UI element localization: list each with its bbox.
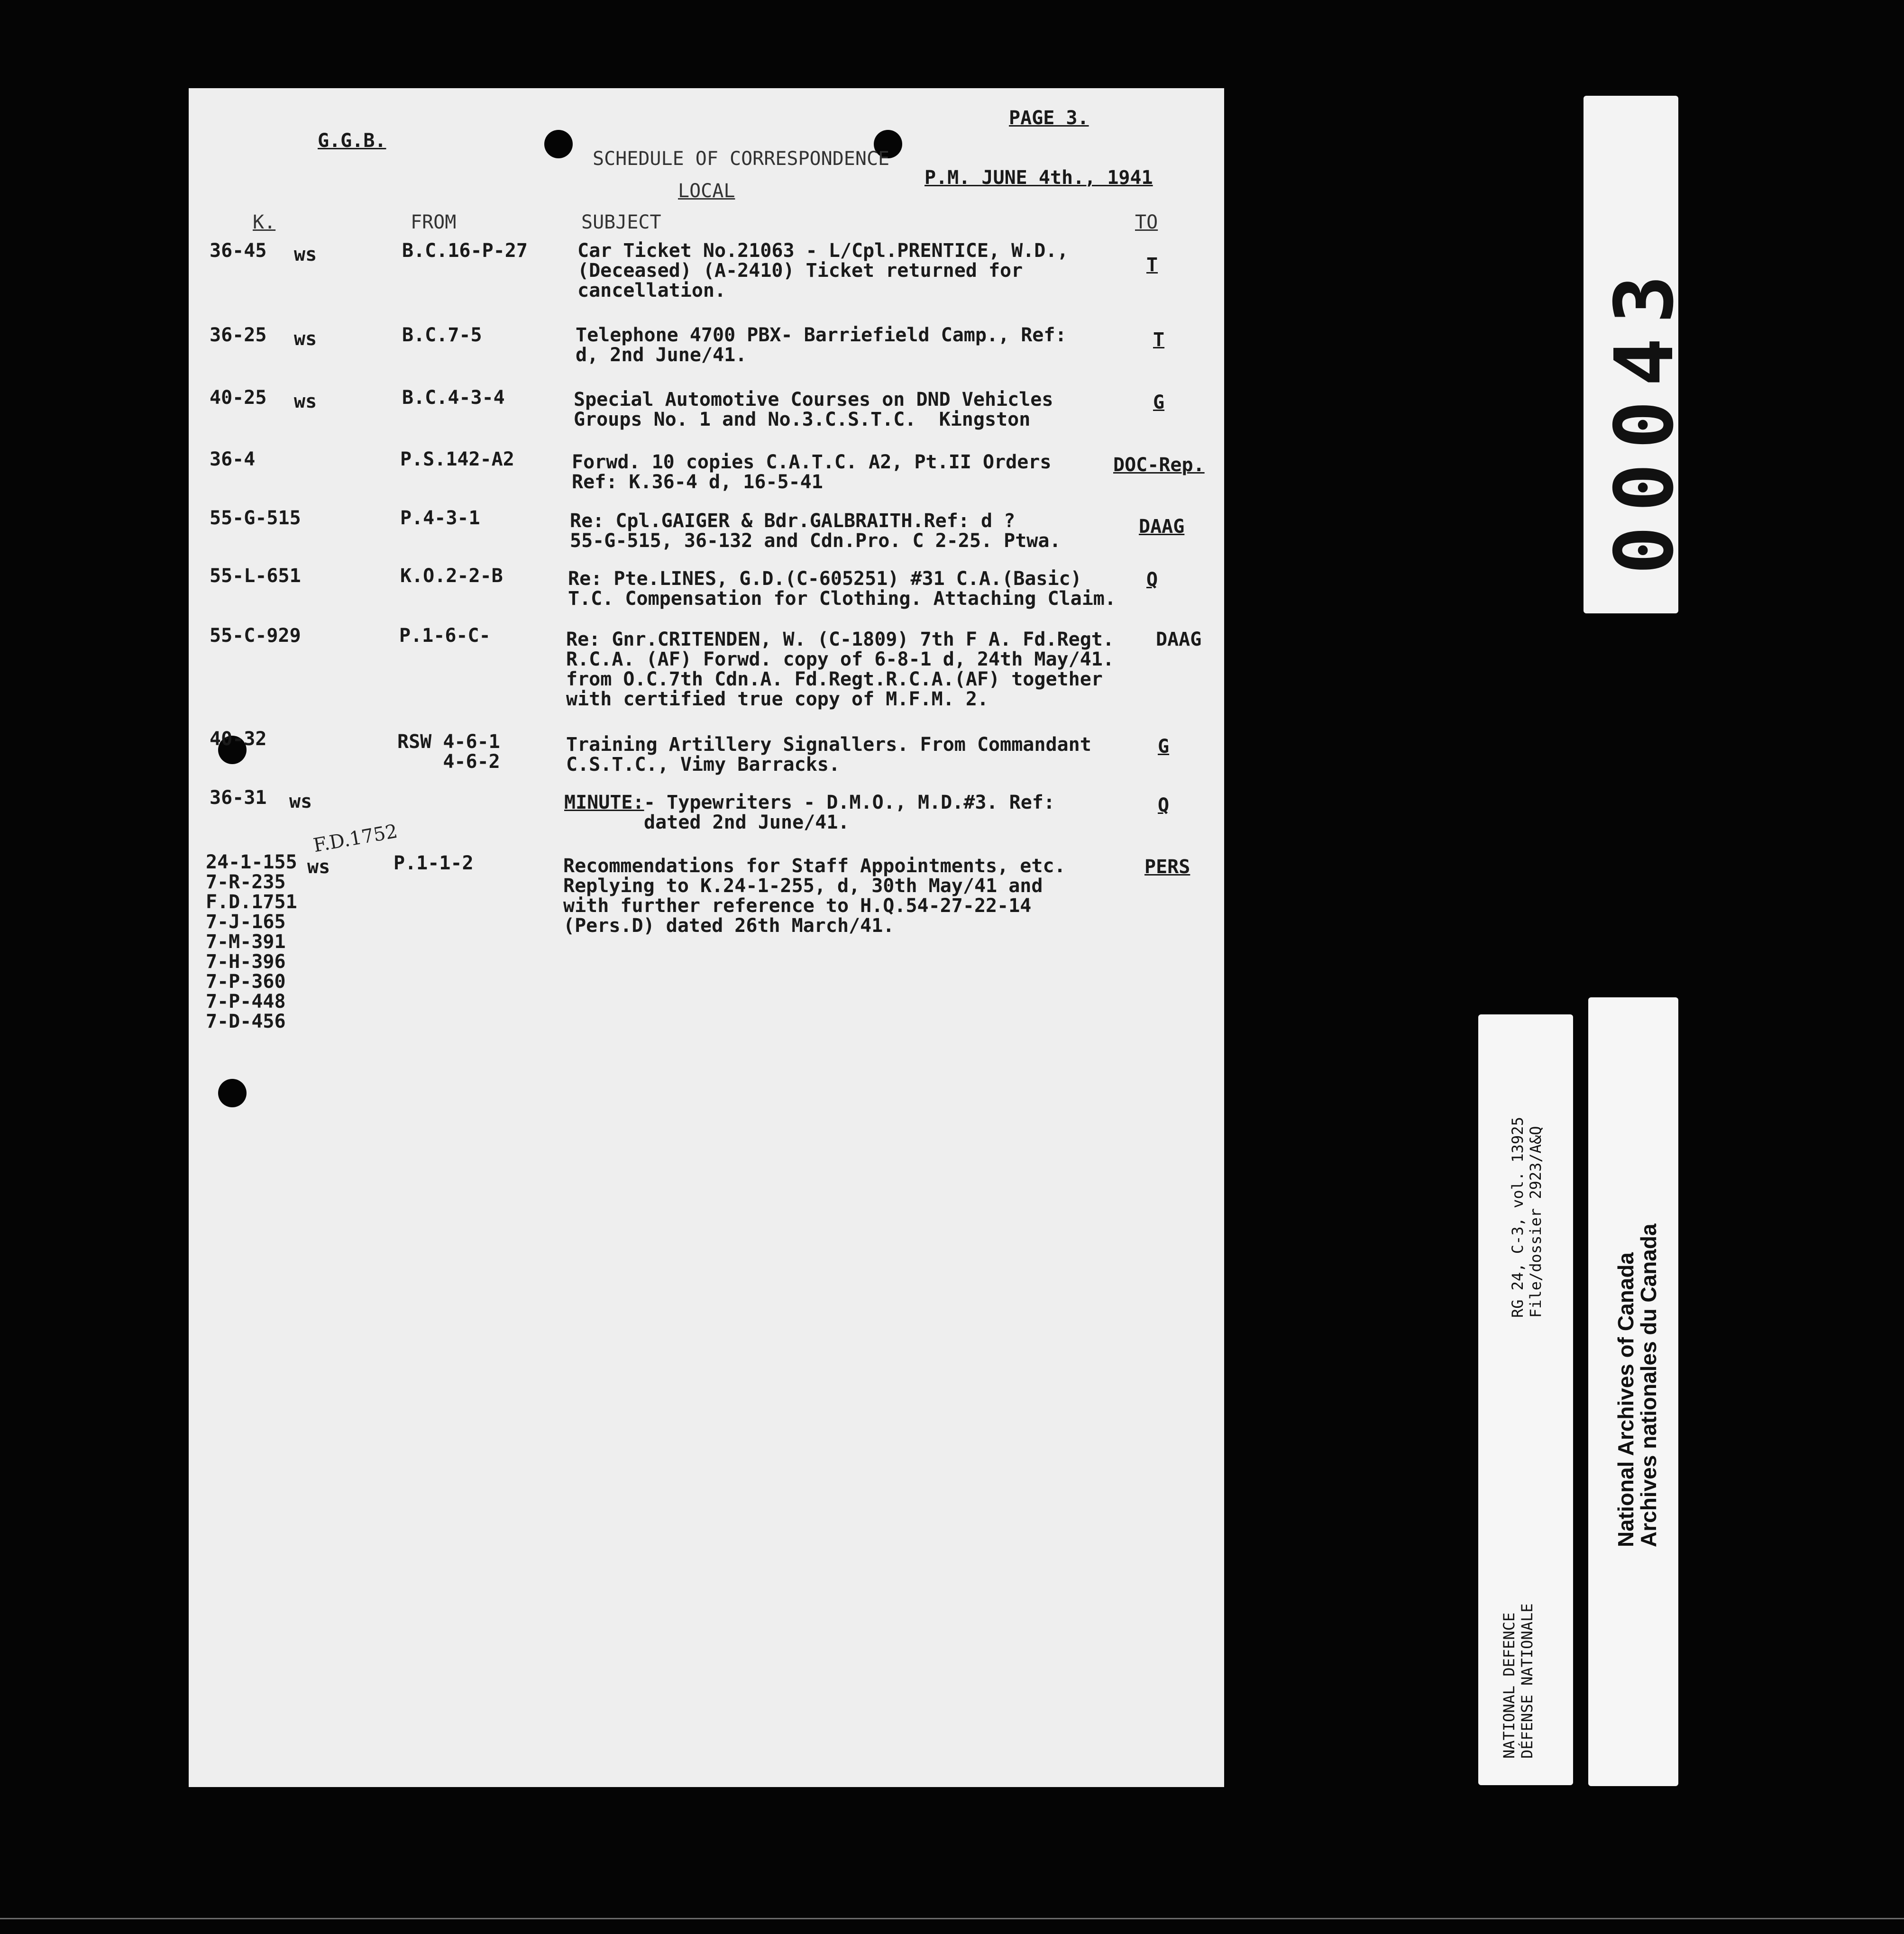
row-k: 36-31 bbox=[210, 787, 267, 809]
row-subject: Recommendations for Staff Appointments, etc. Replying to K.24-1-255, d, 30th May/41 and with further reference to H.Q.54-27-22-14 (Pers.D) dated 26th March/41. bbox=[563, 855, 1066, 937]
row-from: K.O.2-2-B bbox=[400, 565, 503, 587]
row-k: 55-C-929 bbox=[210, 625, 301, 647]
row-to: DAAG bbox=[1139, 516, 1185, 538]
row-from: P.4-3-1 bbox=[400, 507, 480, 529]
department-label bbox=[1478, 1014, 1573, 1785]
row-from: B.C.16-P-27 bbox=[402, 240, 528, 262]
column-header-from: FROM bbox=[411, 211, 457, 233]
handwritten-note: F.D.1752 bbox=[311, 820, 400, 857]
archive-reference-line1: RG 24, C-3, vol. 13925 bbox=[1509, 1117, 1527, 1318]
archives-name-en: National Archives of Canada bbox=[1613, 1252, 1638, 1547]
archives-label bbox=[1588, 997, 1678, 1786]
row-subject: Forwd. 10 copies C.A.T.C. A2, Pt.II Orders Ref: K.36-4 d, 16-5-41 bbox=[572, 451, 1052, 493]
row-mark: ws bbox=[307, 856, 330, 878]
row-subject: Training Artillery Signallers. From Commandant C.S.T.C., Vimy Barracks. bbox=[566, 734, 1091, 775]
punch-hole bbox=[544, 130, 573, 158]
row-subject: Re: Cpl.GAIGER & Bdr.GALBRAITH.Ref: d ? 55-G-515, 36-132 and Cdn.Pro. C 2-25. Ptwa. bbox=[570, 510, 1061, 552]
row-k: 55-G-515 bbox=[210, 507, 301, 529]
row-from: B.C.7-5 bbox=[402, 324, 482, 346]
row-to: DOC-Rep. bbox=[1113, 454, 1205, 476]
row-to: T bbox=[1153, 329, 1165, 351]
row-mark: ws bbox=[289, 791, 312, 812]
row-k: 40-25 bbox=[210, 387, 267, 409]
row-to: G bbox=[1158, 736, 1170, 757]
row-from: P.1-1-2 bbox=[394, 852, 474, 874]
department-name-en: NATIONAL DEFENCE bbox=[1500, 1612, 1518, 1759]
row-subject: Re: Gnr.CRITENDEN, W. (C-1809) 7th F A. Fd.Regt. R.C.A. (AF) Forwd. copy of 6-8-1 d, 24th May/41. from O.C.7th Cdn.A. Fd.Regt.R.C.A.(AF) together with certified true copy of M.F.M. 2. bbox=[566, 629, 1114, 710]
row-k: 36-45 bbox=[210, 240, 267, 262]
row-from: B.C.4-3-4 bbox=[402, 387, 505, 409]
row-from: P.S.142-A2 bbox=[400, 448, 514, 470]
row-to: G bbox=[1153, 392, 1165, 413]
department-name-fr: DÉFENSE NATIONALE bbox=[1518, 1603, 1536, 1759]
row-to: DAAG bbox=[1156, 629, 1202, 650]
row-from: RSW 4-6-1 4-6-2 bbox=[397, 731, 500, 773]
document-date: P.M. JUNE 4th., 1941 bbox=[925, 167, 1153, 189]
frame-number-strip bbox=[1584, 96, 1692, 613]
office-code: G.G.B. bbox=[318, 130, 386, 152]
column-header-subject: SUBJECT bbox=[581, 211, 661, 233]
document-page bbox=[189, 88, 1224, 1787]
row-subject: Re: Pte.LINES, G.D.(C-605251) #31 C.A.(Basic) T.C. Compensation for Clothing. Attaching Claim. bbox=[568, 568, 1116, 610]
row-k: 24-1-155 7-R-235 F.D.1751 7-J-165 7-M-391 7-H-396 7-P-360 7-P-448 7-D-456 bbox=[206, 851, 297, 1032]
document-subtitle: LOCAL bbox=[678, 180, 735, 202]
column-header-to: TO bbox=[1135, 211, 1158, 233]
row-subject: - Typewriters - D.M.O., M.D.#3. Ref: dated 2nd June/41. bbox=[644, 792, 1055, 833]
film-edge-line bbox=[0, 1918, 1904, 1919]
column-header-k: K. bbox=[253, 211, 276, 233]
row-subject: Special Automotive Courses on DND Vehicles Groups No. 1 and No.3.C.S.T.C. Kingston bbox=[574, 389, 1053, 430]
frame-number: 00043 bbox=[1598, 261, 1692, 575]
row-k: 40-32 bbox=[210, 728, 267, 750]
row-subject: Car Ticket No.21063 - L/Cpl.PRENTICE, W.D., (Deceased) (A-2410) Ticket returned for cancellation. bbox=[577, 240, 1069, 301]
page-number: PAGE 3. bbox=[1009, 107, 1089, 129]
row-mark: ws bbox=[294, 391, 317, 412]
row-mark: ws bbox=[294, 328, 317, 350]
archives-name-fr: Archives nationales du Canada bbox=[1636, 1223, 1661, 1547]
document-title: SCHEDULE OF CORRESPONDENCE bbox=[593, 148, 890, 170]
row-from: P.1-6-C- bbox=[399, 625, 491, 647]
archive-reference-line2: File/dossier 2923/A&Q bbox=[1527, 1126, 1545, 1318]
row-to: Q bbox=[1158, 794, 1170, 816]
row-mark: ws bbox=[294, 244, 317, 265]
row-to: T bbox=[1146, 254, 1158, 276]
row-subject-prefix: MINUTE: bbox=[564, 792, 644, 813]
row-k: 55-L-651 bbox=[210, 565, 301, 587]
row-to: Q bbox=[1146, 569, 1158, 591]
row-subject: Telephone 4700 PBX- Barriefield Camp., Ref: d, 2nd June/41. bbox=[576, 324, 1067, 366]
row-k: 36-25 bbox=[210, 324, 267, 346]
punch-hole bbox=[218, 1079, 247, 1107]
row-to: PERS bbox=[1144, 856, 1190, 878]
row-k: 36-4 bbox=[210, 448, 256, 470]
